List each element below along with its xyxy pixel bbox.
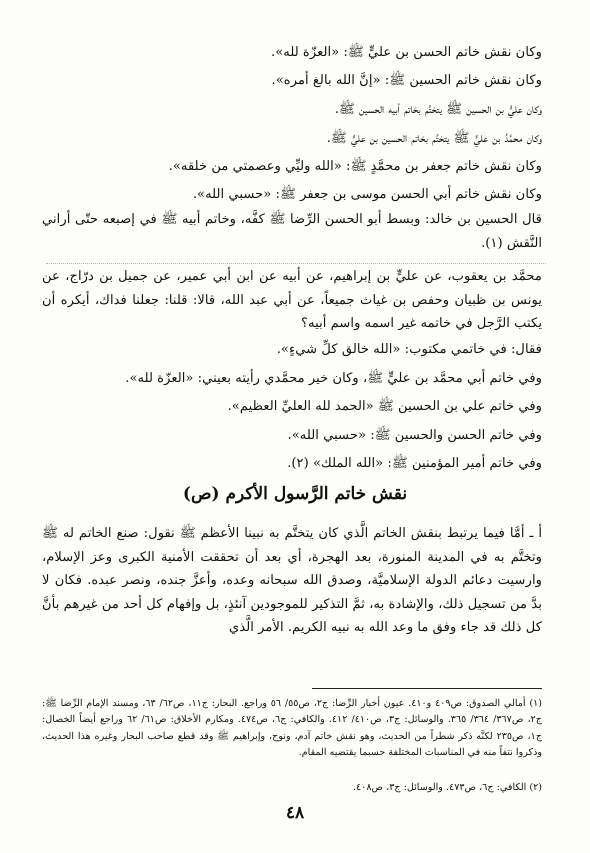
- text-line-11: وفي خاتم أمير المؤمنين ﷺ: «الله الملك» (٢).: [287, 456, 542, 471]
- text-line-7: فقال: في خاتمي مكتوب: «الله خالق كلِّ شيءٍ».: [276, 342, 542, 357]
- paragraph-isnad: محمَّد بن يعقوب، عن عليٍّ بن إبراهيم، عن أبيه عن ابن أبي عمير، عن جميل بن درّاج، عن يونس بن ظبيان وحفص بن غياث جميعاً، عن أبي عبد الله، قالا: قلنا: جعلنا فداك، أيكره أن يكتب الرَّجل في خاتمه غير اسمه واسم أبيه؟: [42, 269, 542, 331]
- paragraph-husayn-ibn-khalid: قال الحسين بن خالد: وبسط أبو الحسن الرِّضا ﷺ كفَّه، وخاتم أبيه ﷺ في إصبعه حتّى أراني النَّقش (١).: [42, 212, 542, 251]
- text-line-8: وفي خاتم أبي محمَّد بن عليٍّ ﷺ، وكان خير محمَّدي رأيته بعيني: «العزّة لله».: [125, 371, 542, 386]
- paragraph-prophet-ring: أ ـ أمَّا فيما يرتبط بنقش الخاتم الَّذي كان يتختَّم به نبينا الأعظم ﷺ نقول: صنع الخاتم له ﷺ وتختَّم به في المدينة المنورة، بعد الهجرة، أي بعد أن تحققت الأمنية الكبرى وعز الإسلام، وارسيت دعائم الدولة الإسلاميَّة، وصدق الله سبحانه وعده، وأعزَّ جنده، ونصر عبده. فكان لا بدَّ من تسجيل ذلك، والإشادة به، ثمَّ التذكير للموجودين آنئذٍ، بل وإفهام كل أحد من غيرهم بأنَّ كل ذلك قد جاء وفق ما وعد الله به نبيه الكريم. الأمر الَّذي: [42, 526, 542, 635]
- text-line-4: وكان محمَّدُ بن عليٍّ ﷺ يتختَّم بخاتم الحسين بن عليٍّ ﷺ.: [326, 131, 542, 146]
- footnote-divider: [312, 688, 542, 689]
- text-line-10: وفي خاتم الحسن والحسين ﷺ: «حسبي الله».: [287, 428, 542, 443]
- text-line-2: وكان نقش خاتم الحسين ﷺ: «إنَّ الله بالغ أمره».: [271, 73, 542, 88]
- footnote-1: (١) أمالي الصدوق: ص٤٠٩ و٤١٠. عيون أخبار الرِّضا: ج٢، ص٥٥/ ٥٦ وراجع. البحار: ج١١، ص٦٢/ ٦٣، ومسند الإمام الرِّضا ﷺ: ج٢، ص٣٦٧/ ٣٦٤/ ٣٦٥. والوسائل: ج٣، ص٤١٠/ ٤١٢. والكافي: ج٦، ص٤٧٤. ومكارم الأخلاق: ص٦١/ ٦٢ وراجع أيضاً الخصال: ج١، ص٢٣٥ لكنَّه ذكر شطراً من الحديث، وهو نقش خاتم آدم، ونوح، وإبراهيم ﷺ وقد قطع صاحب البحار وغيره هذا الحديث، وذكروا نتفاً منه في المناسبات المختلفة حسبما يقتضيه المقام.: [42, 698, 543, 759]
- text-line-9: وفي خاتم علي بن الحسين ﷺ «الحمد لله العليِّ العظيم».: [227, 399, 542, 414]
- footnote-2: (٢) الكافي: ج٦، ص٤٧٣. والوسائل: ج٣، ص٤٠٨.: [352, 782, 542, 793]
- section-heading: نقش خاتم الرَّسول الأكرم (ص): [182, 484, 408, 504]
- text-line-5: وكان نقش خاتم جعفر بن محمَّدٍ ﷺ: «الله وليِّي وعصمتي من خلقه».: [168, 159, 542, 174]
- text-line-6: وكان نقش خاتم أبي الحسن موسى بن جعفر ﷺ: «حسبي الله».: [192, 187, 542, 202]
- separator-dots: [46, 263, 546, 264]
- text-line-3: وكان عليُّ بن الحسين ﷺ يتختَّم بخاتم أبيه الحسين ﷺ.: [334, 102, 542, 117]
- text-line-1: وكان نقش خاتم الحسن بن عليٍّ ﷺ: «العزّة لله».: [271, 45, 542, 60]
- page-number: ٤٨: [285, 803, 305, 823]
